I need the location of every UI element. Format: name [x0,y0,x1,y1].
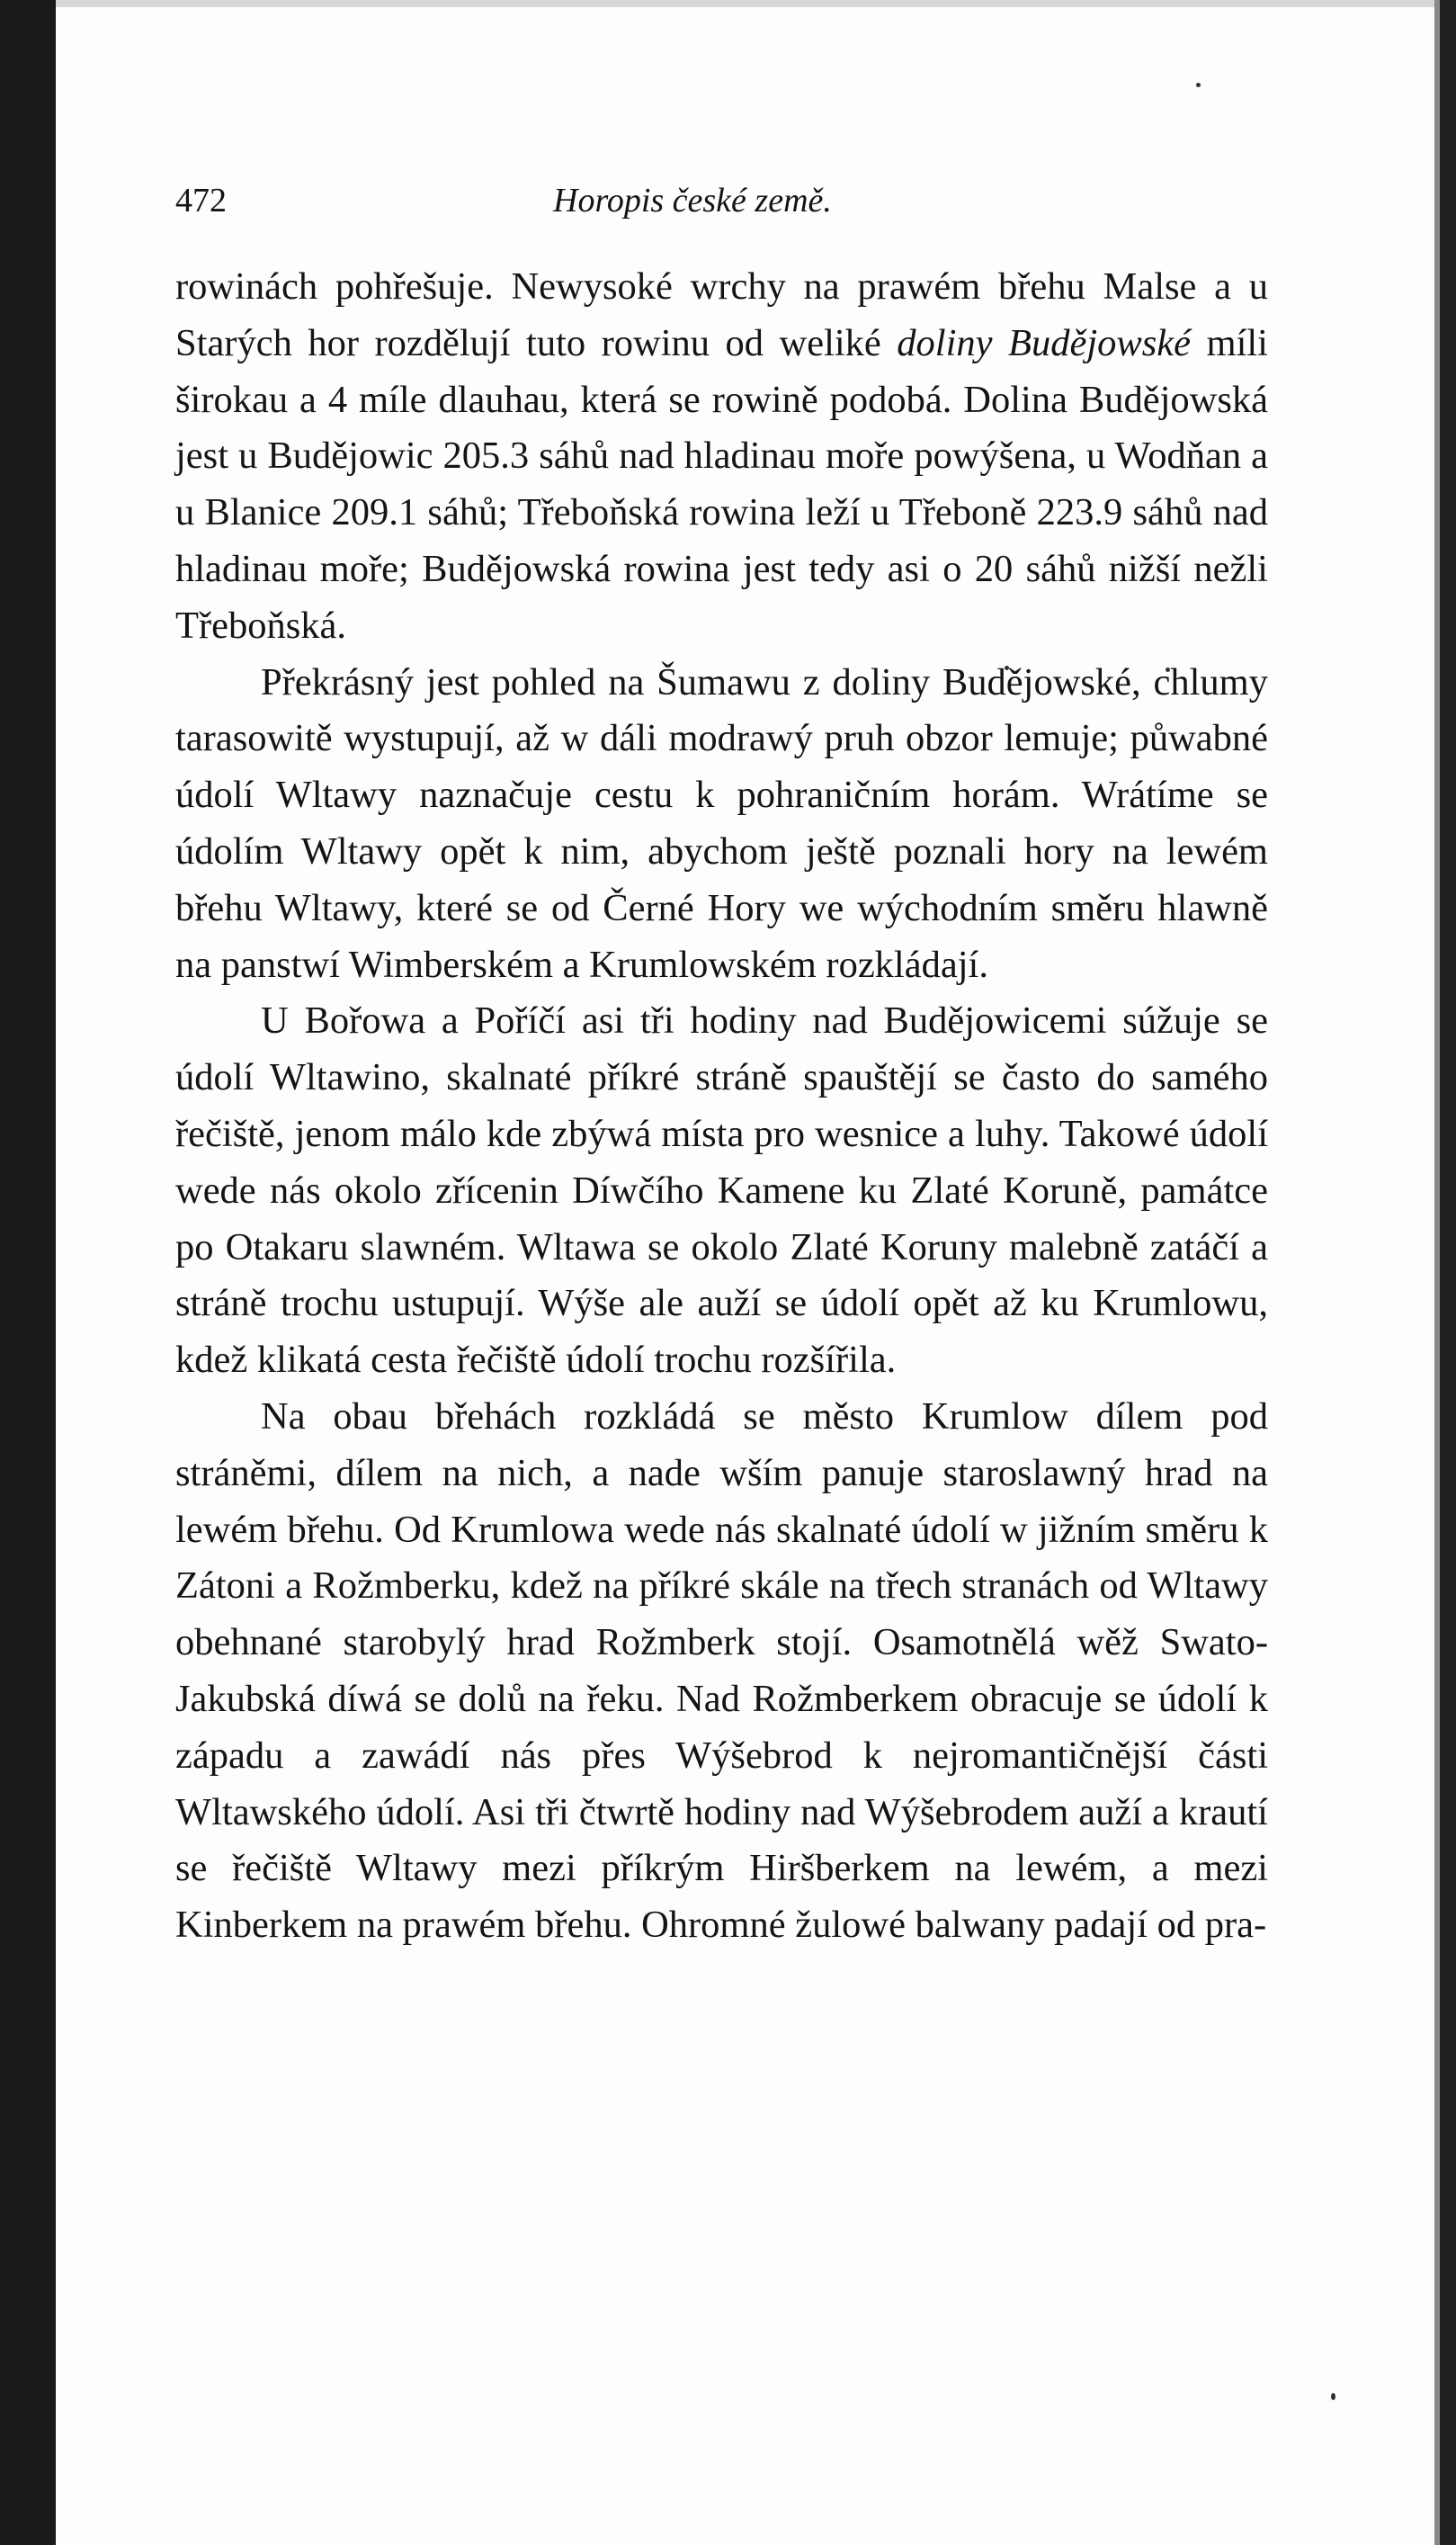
scan-speck [1331,2393,1335,2400]
emphasized-term: doliny Budějowské [897,321,1192,364]
scan-speck [1196,83,1201,87]
body-text [175,259,1268,1954]
running-title: Horopis české země. [553,182,832,220]
paragraph-2: Překrásný jest pohled na Šumawu z doliny Budějowské, chlumy tarasowitě wystupují, až w dáli modrawý pruh obzor lemuje; půwabné údolí Wltawy naznačuje cestu k pohraničním horám. Wrátíme se údolím Wltawy opět k nim, abychom ještě poznali hory na lewém břehu Wltawy, které se od Černé Hory we wýchodním směru hlawně na panstwí Wimberském a Krumlowském rozkládají. [175,660,1268,986]
paragraph-4: Na obau břehách rozkládá se město Krumlow dílem pod stráněmi, dílem na nich, a nade wším panuje staroslawný hrad na lewém břehu. Od Krumlowa wede nás skalnaté údolí w jižním směru k Zátoni a Rožmberku, kdež na příkré skále na třech stranách od Wltawy obehnané starobylý hrad Rožmberk stojí. Osamotnělá wěž Swato-Jakubská díwá se dolů na řeku. Nad Rožmberkem obracuje se údolí k západu a zawádí nás přes Wýšebrod k nejromantičnější části Wltawského údolí. Asi tři čtwrtě hodiny nad Wýšebrodem auží a krautí se řečiště Wltawy mezi příkrým Hiršberkem na lewém, a mezi Kinberkem na prawém břehu. Ohromné žulowé balwany padají od pra- [175,1394,1268,1947]
scan-left-border [0,0,56,2545]
page-number: 472 [175,182,227,220]
page-header [175,174,1268,228]
paragraph-1: rowinách pohřešuje. Newysoké wrchy na prawém břehu Malse a u Starých hor rozdělují tuto rowinu od weliké doliny Budějowské míli širokau a 4 míle dlauhau, která se rowině podobá. Dolina Budějowská jest u Budějowic 205.3 sáhů nad hladinau moře powýšena, u Wodňan a u Blanice 209.1 sáhů; Třeboňská rowina leží u Třeboně 223.9 sáhů nad hladinau moře; Budějowská rowina jest tedy asi o 20 sáhů nižší nežli Třeboňská. [175,265,1268,647]
scan-top-edge [56,0,1440,7]
paragraph-3: U Bořowa a Poříčí asi tři hodiny nad Budějowicemi súžuje se údolí Wltawino, skalnaté příkré stráně spauštějí se často do samého řečiště, jenom málo kde zbýwá místa pro wesnice a luhy. Takowé údolí wede nás okolo zřícenin Díwčího Kamene ku Zlaté Koruně, památce po Otakaru slawném. Wltawa se okolo Zlaté Koruny malebně zatáčí a stráně trochu ustupují. Wýše ale auží se údolí opět až ku Krumlowu, kdež klikatá cesta řečiště údolí trochu rozšířila. [175,999,1268,1382]
scan-right-border [1440,0,1456,2545]
